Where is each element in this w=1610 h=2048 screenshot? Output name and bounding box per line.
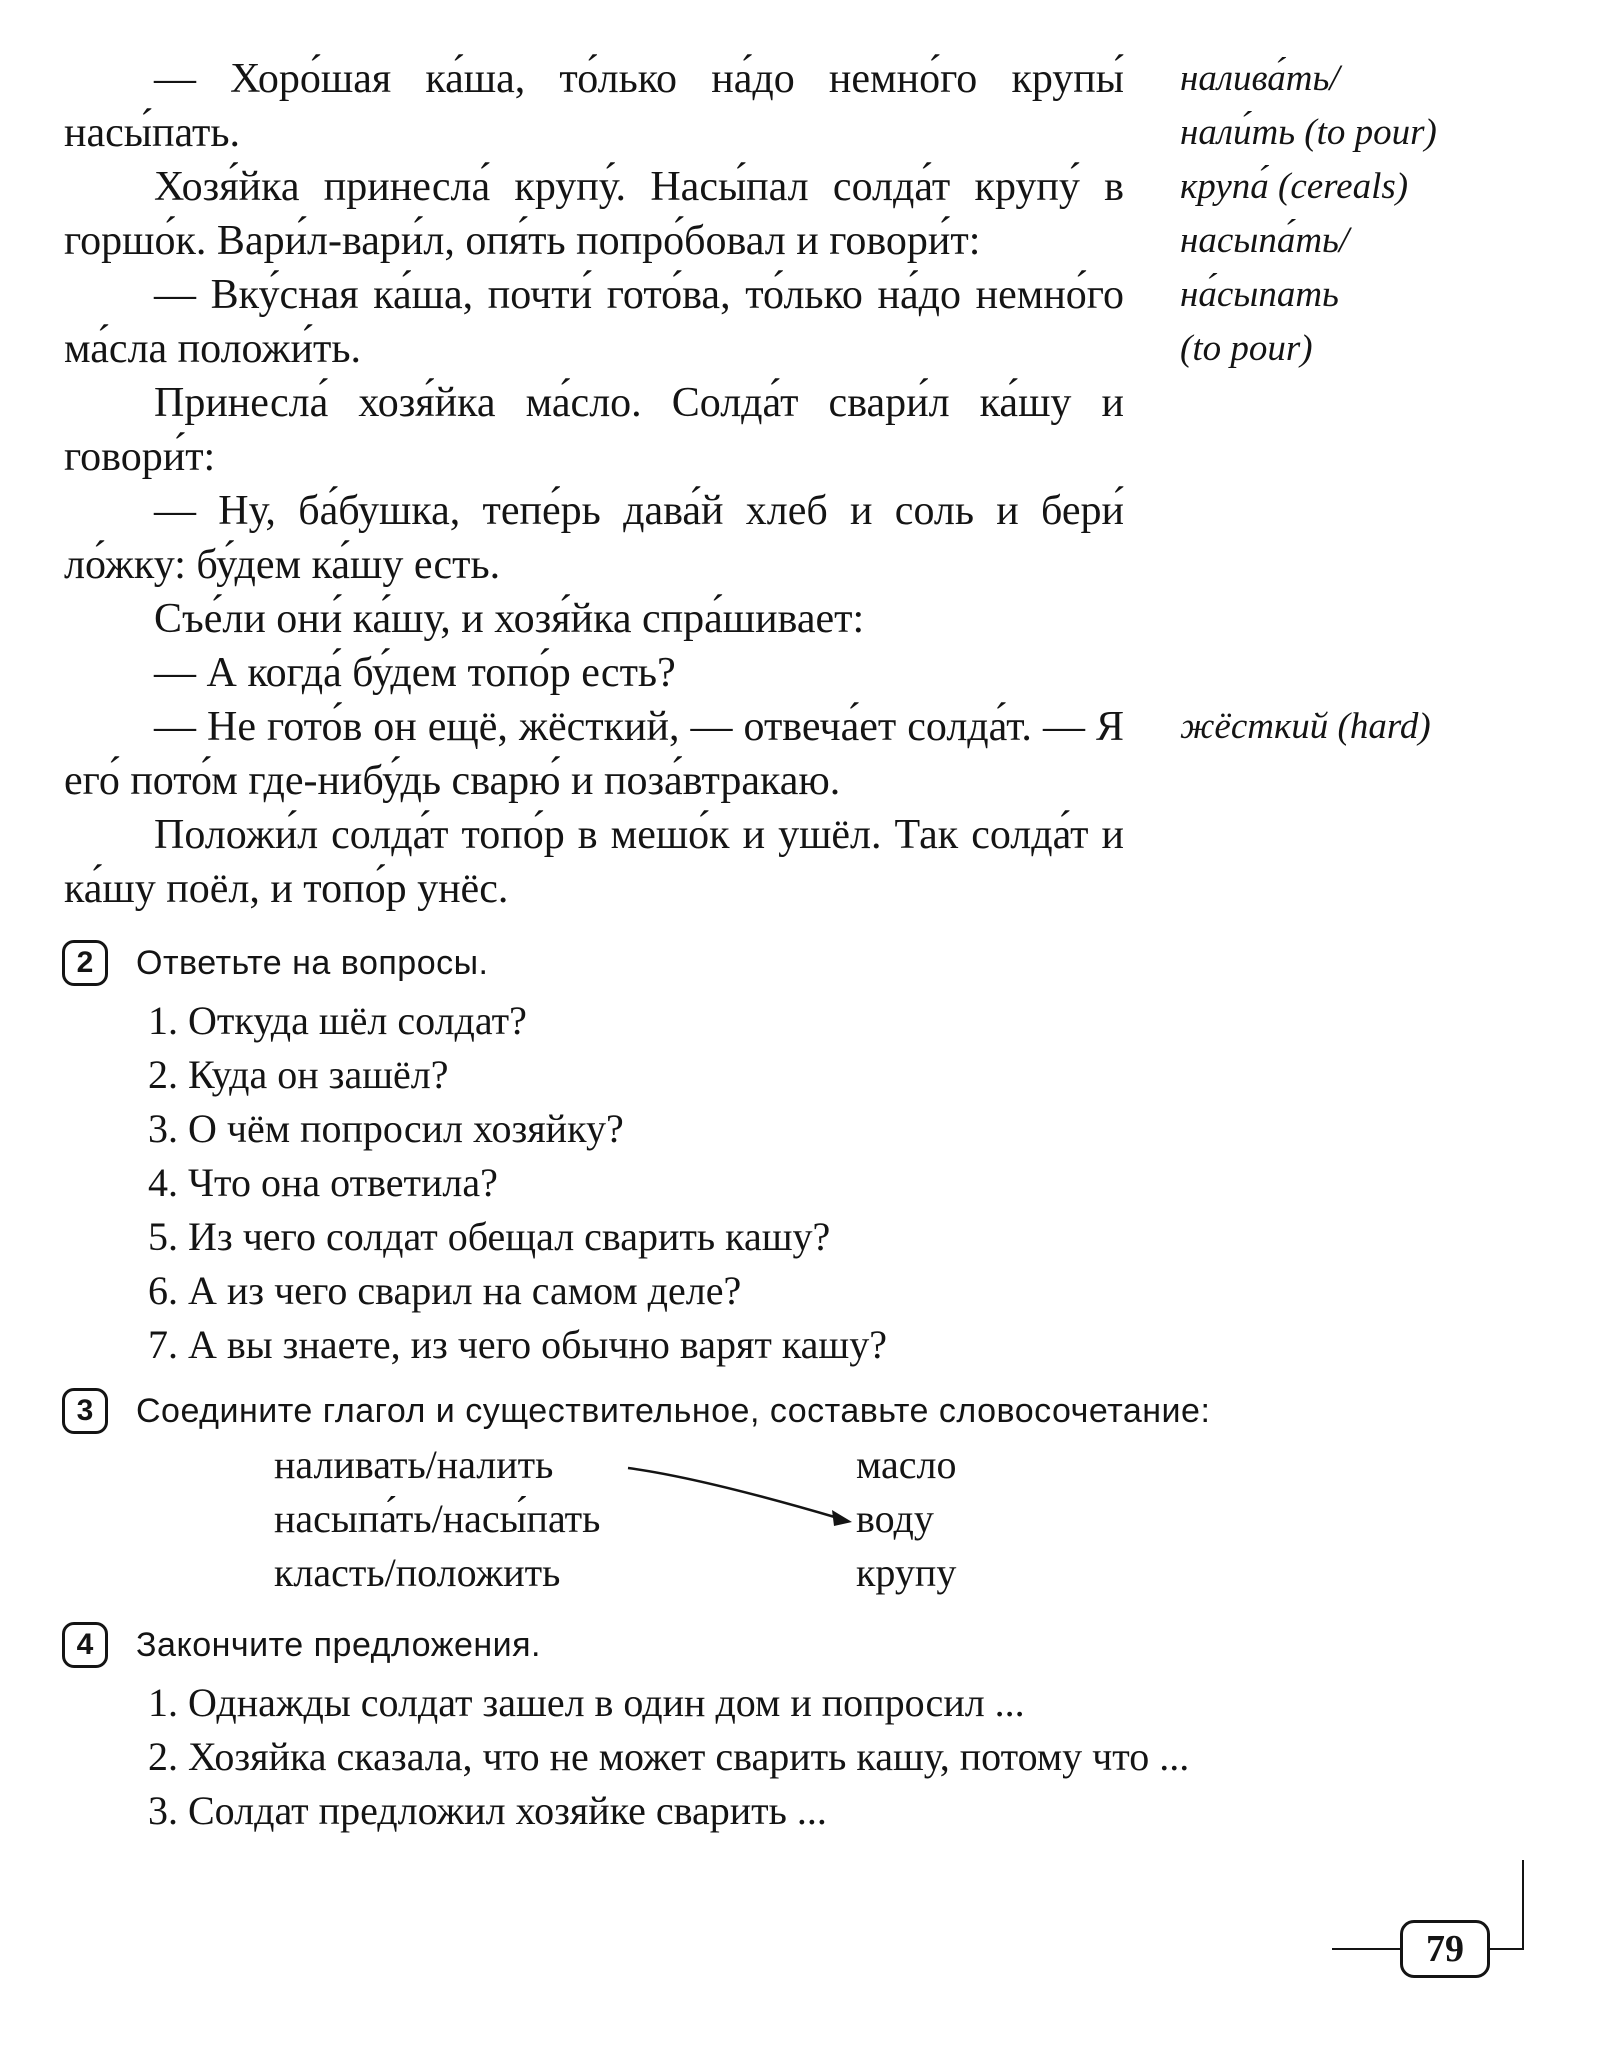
- question-item: 7. А вы знаете, из чего обычно варят кашу?: [148, 1322, 887, 1367]
- question-list: [148, 994, 1562, 1372]
- exercise-4: [62, 1622, 1562, 1838]
- exercise-number-badge: 4: [62, 1622, 108, 1668]
- story-paragraph: Хозя́йка принесла́ крупу́. Насы́пал солда́т крупу́ в горшо́к. Вари́л-вари́л, опя́ть попро́бовал и говори́т:: [64, 164, 1124, 264]
- exercise-header: [62, 1622, 1562, 1668]
- exercise-header: [62, 1388, 1562, 1434]
- question-item: 1. Откуда шёл солдат?: [148, 998, 527, 1043]
- verb-item: наливать/налить: [274, 1442, 554, 1487]
- example-arrow-icon: [62, 1438, 962, 1608]
- exercise-title: Закончите предложения.: [136, 1625, 541, 1664]
- story-paragraph: — Вку́сная ка́ша, почти́ гото́ва, то́лько на́до немно́го ма́сла положи́ть.: [64, 272, 1124, 372]
- sentence-item: 2. Хозяйка сказала, что не может сварить кашу, потому что ...: [148, 1734, 1190, 1779]
- exercise-title: Соедините глагол и существительное, составьте словосочетание:: [136, 1391, 1211, 1430]
- exercise-number-badge: 3: [62, 1388, 108, 1434]
- story-paragraph: — Не гото́в он ещё, жёсткий, — отвеча́ет солда́т. — Я его́ пото́м где-нибу́дь сварю́ и поза́втракаю.: [64, 704, 1124, 804]
- sentence-item: 1. Однажды солдат зашел в один дом и попросил ...: [148, 1680, 1025, 1725]
- story-paragraph: Положи́л солда́т топо́р в мешо́к и ушёл. Так солда́т и ка́шу поёл, и топо́р унёс.: [64, 812, 1124, 912]
- page-number-rule-vertical: [1522, 1860, 1524, 1950]
- glossary-entry: на́сыпать: [1180, 274, 1339, 315]
- question-item: 2. Куда он зашёл?: [148, 1052, 449, 1097]
- noun-item: воду: [856, 1496, 934, 1541]
- story-text: [64, 52, 1124, 916]
- glossary-entry-hard: жёсткий (hard): [1180, 706, 1431, 747]
- exercise-header: [62, 940, 1562, 986]
- story-paragraph: — А когда́ бу́дем топо́р есть?: [154, 650, 676, 696]
- page-number: 79: [1400, 1920, 1490, 1978]
- exercise-2: [62, 940, 1562, 1372]
- verb-item: класть/положить: [274, 1550, 561, 1595]
- glossary-entry: (to pour): [1180, 328, 1313, 369]
- exercise-title: Ответьте на вопросы.: [136, 943, 489, 982]
- verb-item: насыпа́ть/насы́пать: [274, 1496, 601, 1541]
- page-number-rule-left: [1332, 1948, 1400, 1950]
- story-paragraph: — Ну, ба́бушка, тепе́рь дава́й хлеб и соль и бери́ ло́жку: бу́дем ка́шу есть.: [64, 488, 1124, 588]
- story-paragraph: Принесла́ хозя́йка ма́сло. Солда́т свари́л ка́шу и говори́т:: [64, 380, 1124, 480]
- glossary-entry: налива́ть/: [1180, 58, 1340, 99]
- story-paragraph: Съе́ли они́ ка́шу, и хозя́йка спра́шивает:: [154, 596, 865, 642]
- glossary-entry: насыпа́ть/: [1180, 220, 1350, 261]
- sentence-item: 3. Солдат предложил хозяйке сварить ...: [148, 1788, 827, 1833]
- glossary-entry: крупа́ (cereals): [1180, 166, 1409, 207]
- question-item: 4. Что она ответила?: [148, 1160, 498, 1205]
- question-item: 6. А из чего сварил на самом деле?: [148, 1268, 742, 1313]
- question-item: 5. Из чего солдат обещал сварить кашу?: [148, 1214, 831, 1259]
- exercise-number-badge: 2: [62, 940, 108, 986]
- question-item: 3. О чём попросил хозяйку?: [148, 1106, 624, 1151]
- page-number-rule-right: [1490, 1948, 1524, 1950]
- noun-item: масло: [856, 1442, 957, 1487]
- exercise-3: [62, 1388, 1562, 1608]
- sentence-list: [148, 1676, 1562, 1838]
- glossary-entry: нали́ть (to pour): [1180, 112, 1437, 153]
- noun-item: крупу: [856, 1550, 957, 1595]
- story-paragraph: — Хоро́шая ка́ша, то́лько на́до немно́го крупы́ насы́пать.: [64, 56, 1124, 156]
- matching-table: [62, 1438, 1562, 1608]
- margin-glossary: [1180, 52, 1600, 747]
